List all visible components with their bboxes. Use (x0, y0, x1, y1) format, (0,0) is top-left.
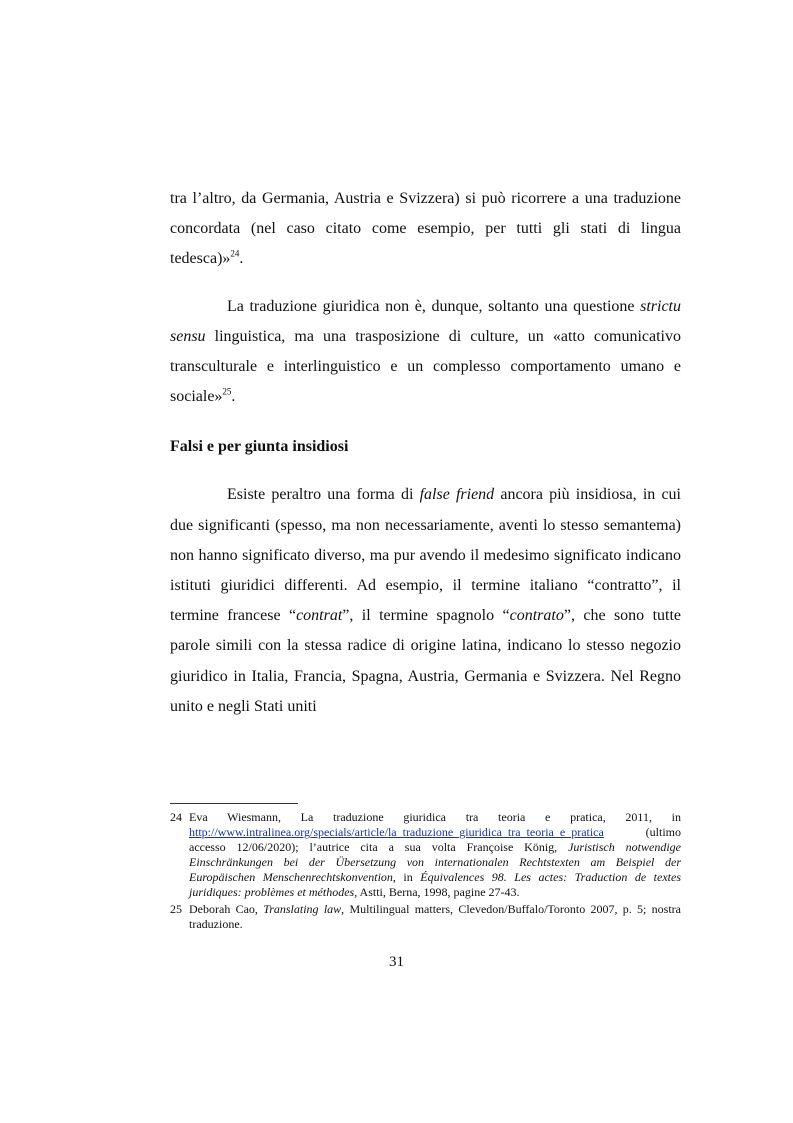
paragraph-2 (170, 292, 681, 413)
footnote-24-text-c: , in (392, 870, 421, 884)
footnote-24-text-b: (ultimo accesso 12/06/2020); l’autrice cita a sua volta Françoise König, (189, 825, 681, 854)
page-body (170, 184, 681, 722)
paragraph-1-text: tra l’altro, da Germania, Austria e Svizzera) si può ricorrere a una traduzione concordata (nel caso citato come esempio, per tutti gli stati di lingua tedesca)» (170, 190, 681, 268)
paragraph-3 (170, 480, 681, 722)
paragraph-3-text-c: ”, il termine spagnolo “ (342, 607, 510, 625)
footnote-24-italic-a: Juristisch notwendige Einschränkungen bei der Übersetzung von internationalen Rechtstexten am Beispiel der Europäischen Menschenrechtskonvention (189, 840, 681, 884)
footnote-number: 24 (170, 810, 182, 824)
footnote-24-text-d: , Astti, Berna, 1998, pagine 27-43. (354, 885, 520, 899)
footnote-ref-25[interactable]: 25 (222, 386, 232, 397)
paragraph-3-text-b: ancora più insidiosa, in cui due significanti (spesso, ma non necessariamente, aventi lo stesso semantema) non hanno significato diverso, ma pur avendo il medesimo significato indicano istituti giuridici differenti. Ad esempio, il termine italiano “contratto”, il termine francese “ (170, 486, 682, 625)
section-heading: Falsi e per giunta insidiosi (170, 438, 349, 456)
footnote-text (189, 810, 681, 900)
paragraph-2-text-a: La traduzione giuridica non è, dunque, soltanto una questione (227, 297, 641, 315)
footnote-separator (170, 803, 298, 804)
paragraph-1 (170, 184, 681, 275)
footnote-24-text-a: Eva Wiesmann, La traduzione giuridica tra teoria e pratica, 2011, in (189, 810, 681, 824)
footnote-24-italic-b: Équivalences 98. Les actes: Traduction de textes juridiques: problèmes et méthodes (189, 870, 681, 899)
paragraph-2-text-b: linguistica, ma una trasposizione di culture, un «atto comunicativo transculturale e interlinguistico e un complesso comportamento umano e sociale» (170, 327, 681, 406)
paragraph-3-italic-b: contrat (296, 607, 343, 625)
footnote-number: 25 (170, 902, 182, 916)
footnote-25 (170, 902, 681, 932)
footnote-25-italic: Translating law (263, 902, 342, 916)
footnote-link[interactable]: http://www.intralinea.org/specials/article/la_traduzione_giuridica_tra_teoria_e_pratica (189, 825, 604, 839)
paragraph-3-text-a: Esiste peraltro una forma di (227, 486, 420, 504)
footnote-25-text-b: , Multilingual matters, Clevedon/Buffalo/Toronto 2007, p. 5; nostra traduzione. (189, 902, 681, 931)
footnote-25-text-a: Deborah Cao, (189, 902, 264, 916)
paragraph-1-end: . (239, 250, 244, 268)
paragraph-3-text-d: ”, che sono tutte parole simili con la stessa radice di origine latina, indicano lo stesso negozio giuridico in Italia, Francia, Spagna, Austria, Germania e Svizzera. Nel Regno unito e negli Stati uniti (170, 607, 682, 715)
paragraph-2-italic: strictu sensu (170, 297, 681, 345)
footnote-text (189, 902, 681, 932)
paragraph-3-italic-a: false friend (419, 486, 495, 504)
footnote-ref-24[interactable]: 24 (230, 249, 240, 260)
paragraph-2-end: . (231, 388, 236, 406)
footnote-24 (170, 810, 681, 900)
page-number: 31 (389, 954, 404, 970)
footnotes (170, 803, 681, 934)
paragraph-3-italic-c: contrato (509, 607, 564, 625)
